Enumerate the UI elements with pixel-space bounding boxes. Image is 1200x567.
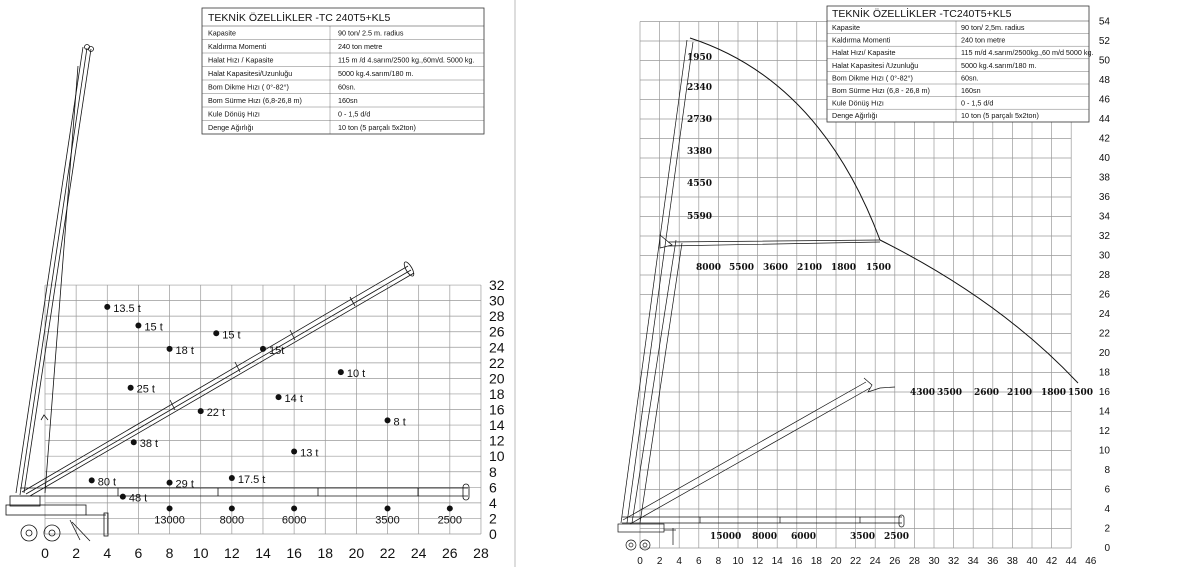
x-tick-label: 26 [442,545,458,561]
y-tick-label: 38 [1098,172,1110,184]
spec-label: Kule Dönüş Hızı [208,109,260,119]
base-load-label: 3500 [850,532,876,542]
vertical-load-label: 4550 [687,179,713,189]
y-tick-label: 2 [489,510,497,527]
y-tick-label: 22 [1098,328,1110,340]
x-tick-label: 46 [1085,556,1097,567]
y-tick-label: 28 [1098,270,1110,281]
load-point-label: 22 t [206,407,226,420]
x-tick-label: 12 [752,556,764,567]
y-tick-label: 32 [489,277,505,294]
x-tick-label: 14 [771,556,783,567]
y-tick-label: 16 [1098,387,1110,398]
spec-label: Bom Sürme Hızı (6,8-26,8 m) [208,96,302,105]
x-tick-label: 44 [1065,556,1077,567]
load-point [385,417,391,423]
x-tick-label: 36 [987,556,999,567]
spec-value: 90 ton/ 2,5m. radius [961,23,1025,32]
load-point [213,330,219,336]
y-tick-label: 0 [489,526,497,542]
load-point-label: 15t [268,344,285,357]
spec-label: Kaldırma Momenti [832,35,891,45]
load-point-label: 13 t [300,447,319,460]
y-tick-label: 18 [1098,367,1110,379]
vertical-load-label: 2730 [687,115,713,125]
x-tick-label: 22 [850,556,862,567]
y-tick-label: 6 [1104,484,1110,496]
mid-load-label: 3600 [763,263,789,273]
lower-load-label: 1800 [1041,388,1067,398]
x-tick-label: 6 [134,545,143,561]
load-point [167,346,173,352]
y-tick-label: 32 [1098,231,1110,242]
x-tick-label: 32 [948,556,960,567]
x-tick-label: 4 [676,556,682,567]
right-mid-loads [696,263,891,273]
base-load-label: 15000 [710,532,742,542]
lower-load-label: 3500 [937,388,963,398]
base-load-point [167,505,173,511]
spec-label: Halat Hızı / Kapasite [208,55,274,65]
load-point [135,322,141,328]
x-tick-label: 30 [928,556,940,567]
base-load-point [447,505,453,511]
spec-label: Kaldırma Momenti [208,42,267,51]
load-point [131,439,137,445]
y-tick-label: 12 [1098,426,1110,437]
y-tick-label: 14 [1098,406,1110,418]
y-tick-label: 24 [1098,309,1110,320]
y-tick-label: 26 [1098,289,1110,301]
spec-value: 240 ton metre [961,35,1006,45]
spec-label: Bom Sürme Hızı (6,8 - 26,8 m) [832,86,930,95]
load-point [128,385,134,391]
x-tick-label: 10 [732,556,744,567]
x-tick-label: 24 [410,545,427,561]
base-load-label: 6000 [281,514,307,527]
base-load-label: 13000 [154,514,185,527]
x-tick-label: 6 [696,556,702,567]
spec-label: Bom Dikme Hızı ( 0°-82°) [208,82,289,92]
lower-load-label: 2100 [1007,388,1033,398]
load-point [229,475,235,481]
y-tick-label: 8 [489,463,497,480]
y-tick-label: 2 [1104,523,1110,535]
load-point-label: 48 t [128,492,148,505]
lower-load-label: 4300 [910,388,936,398]
right-load-chart [618,6,1110,567]
y-tick-label: 14 [489,417,505,434]
load-point-label: 18 t [175,344,194,357]
load-point [291,449,297,455]
spec-value: 60sn. [961,73,979,83]
lower-load-label: 2600 [974,388,1000,398]
load-point [198,408,204,414]
load-point-label: 8 t [393,416,406,429]
y-tick-label: 26 [489,323,505,340]
y-tick-label: 10 [489,448,505,465]
spec-label: Kule Dönüş Hızı [832,98,884,108]
load-point-label: 15 t [222,329,241,342]
x-tick-label: 24 [869,556,881,567]
x-tick-label: 8 [165,545,174,561]
mid-load-label: 1500 [866,263,892,273]
base-load-label: 2500 [884,532,910,542]
load-point [167,480,173,486]
x-tick-label: 34 [967,556,979,567]
spec-label: Halat Kapasitesi /Uzunluğu [832,60,919,70]
y-tick-label: 30 [489,292,505,309]
base-load-label: 8000 [219,514,245,527]
load-point-label: 10 t [346,368,366,381]
x-tick-label: 8 [715,556,722,567]
x-tick-label: 10 [192,545,209,561]
load-point-label: 38 t [139,438,159,451]
spec-label: Kapasite [832,23,860,32]
x-tick-label: 16 [791,556,803,567]
right-y-axis [1099,17,1111,555]
load-point-label: 29 t [175,478,194,491]
x-tick-label: 22 [379,545,396,561]
base-load-label: 6000 [791,532,817,542]
x-tick-label: 0 [41,545,49,561]
x-tick-label: 40 [1026,556,1038,567]
vertical-load-label: 1950 [687,53,713,63]
spec-value: 60sn. [338,82,356,92]
y-tick-label: 28 [489,308,505,325]
lower-load-label: 1500 [1068,388,1094,398]
vertical-load-label: 2340 [687,83,713,93]
x-tick-label: 12 [224,545,240,561]
x-tick-label: 0 [637,556,643,567]
base-load-label: 2500 [437,514,463,527]
mid-load-label: 1800 [831,263,857,273]
x-tick-label: 20 [348,545,365,561]
y-tick-label: 54 [1098,16,1110,28]
x-tick-label: 28 [473,545,489,561]
load-point [104,304,110,310]
left-spec-title: TEKNİK ÖZELLİKLER -TC 240T5+KL5 [208,12,391,24]
right-spec-title: TEKNİK ÖZELLİKLER -TC240T5+KL5 [832,8,1012,20]
spec-value: 10 ton (5 parçalı 5x2ton) [338,123,416,132]
x-tick-label: 16 [286,545,302,561]
right-x-axis [637,556,1097,567]
x-tick-label: 26 [889,556,901,567]
spec-value: 5000 kg.4.sarım/180 m. [961,60,1037,70]
y-tick-label: 50 [1098,55,1110,67]
y-tick-label: 46 [1098,94,1110,106]
spec-value: 160sn [961,86,981,95]
base-load-point [385,505,391,511]
left-load-points [89,303,406,505]
x-tick-label: 28 [908,556,920,567]
load-point [338,369,344,375]
y-tick-label: 30 [1098,250,1110,262]
y-tick-label: 18 [489,385,505,402]
x-tick-label: 18 [810,556,822,567]
y-tick-label: 10 [1098,445,1110,457]
spec-value: 5000 kg.4.sarım/180 m. [338,69,414,78]
y-tick-label: 4 [489,494,497,511]
load-point-label: 17.5 t [237,473,266,486]
x-tick-label: 2 [72,545,81,561]
y-tick-label: 52 [1098,36,1110,47]
left-y-axis [489,277,505,542]
y-tick-label: 48 [1098,75,1110,86]
base-load-point [291,505,297,511]
x-tick-label: 20 [830,556,842,567]
load-point [120,494,126,500]
y-tick-label: 12 [489,432,505,449]
load-point-label: 25 t [136,383,155,396]
left-spec-table [202,8,484,134]
mid-load-label: 5500 [729,263,755,273]
spec-value: 115 m/d 4.sarım/2500kg.,60 m/d 5000 kg. [961,48,1094,58]
x-tick-label: 4 [103,545,112,561]
base-load-label: 3500 [375,514,400,527]
y-tick-label: 20 [1098,348,1110,359]
right-base-loads [710,532,909,542]
x-tick-label: 38 [1006,556,1018,567]
spec-value: 0 - 1,5 d/d [961,98,994,108]
y-tick-label: 4 [1104,504,1110,515]
left-load-chart [6,8,505,561]
load-point-label: 14 t [284,393,303,406]
mid-load-label: 8000 [696,263,722,273]
x-tick-label: 42 [1046,556,1058,567]
spec-value: 240 ton metre [338,42,383,51]
spec-label: Halat Hızı/ Kapasite [832,48,896,58]
spec-label: Denge Ağırlığı [208,123,254,132]
spec-label: Kapasite [208,28,236,38]
right-lower-loads [910,388,1093,398]
spec-value: 10 ton (5 parçalı 5x2ton) [961,111,1039,121]
y-tick-label: 24 [489,339,505,356]
y-tick-label: 16 [489,401,505,418]
load-point [276,394,282,400]
y-tick-label: 34 [1098,211,1110,223]
spec-value: 90 ton/ 2.5 m. radius [338,28,404,38]
base-load-label: 8000 [752,532,778,542]
spec-value: 160sn [338,96,358,105]
load-point-label: 80 t [97,476,117,489]
y-tick-label: 6 [489,479,497,496]
y-tick-label: 0 [1104,543,1110,554]
spec-label: Denge Ağırlığı [832,111,878,121]
x-tick-label: 18 [317,545,334,561]
vertical-load-label: 3380 [687,147,713,157]
x-tick-label: 14 [255,545,271,561]
mid-load-label: 2100 [797,263,823,273]
load-point-label: 13.5 t [113,302,141,315]
spec-label: Bom Dikme Hızı ( 0°-82°) [832,73,913,83]
y-tick-label: 20 [489,370,505,387]
load-point [89,477,95,483]
load-point [260,346,266,352]
left-grid [45,285,481,534]
left-x-axis [41,545,489,561]
base-load-point [229,505,235,511]
spec-label: Halat Kapasitesi/Uzunluğu [208,69,293,78]
spec-value: 115 m /d 4.sarım/2500 kg.,60m/d. 5000 kg. [338,55,475,65]
right-spec-table [827,6,1094,122]
spec-value: 0 - 1,5 d/d [338,109,371,119]
y-tick-label: 36 [1098,192,1110,203]
x-tick-label: 2 [656,556,663,567]
vertical-load-label: 5590 [687,212,713,222]
y-tick-label: 22 [489,354,505,371]
y-tick-label: 42 [1098,133,1110,145]
load-point-label: 15 t [144,321,163,334]
y-tick-label: 44 [1098,114,1110,125]
y-tick-label: 40 [1098,153,1110,164]
y-tick-label: 8 [1104,465,1110,476]
